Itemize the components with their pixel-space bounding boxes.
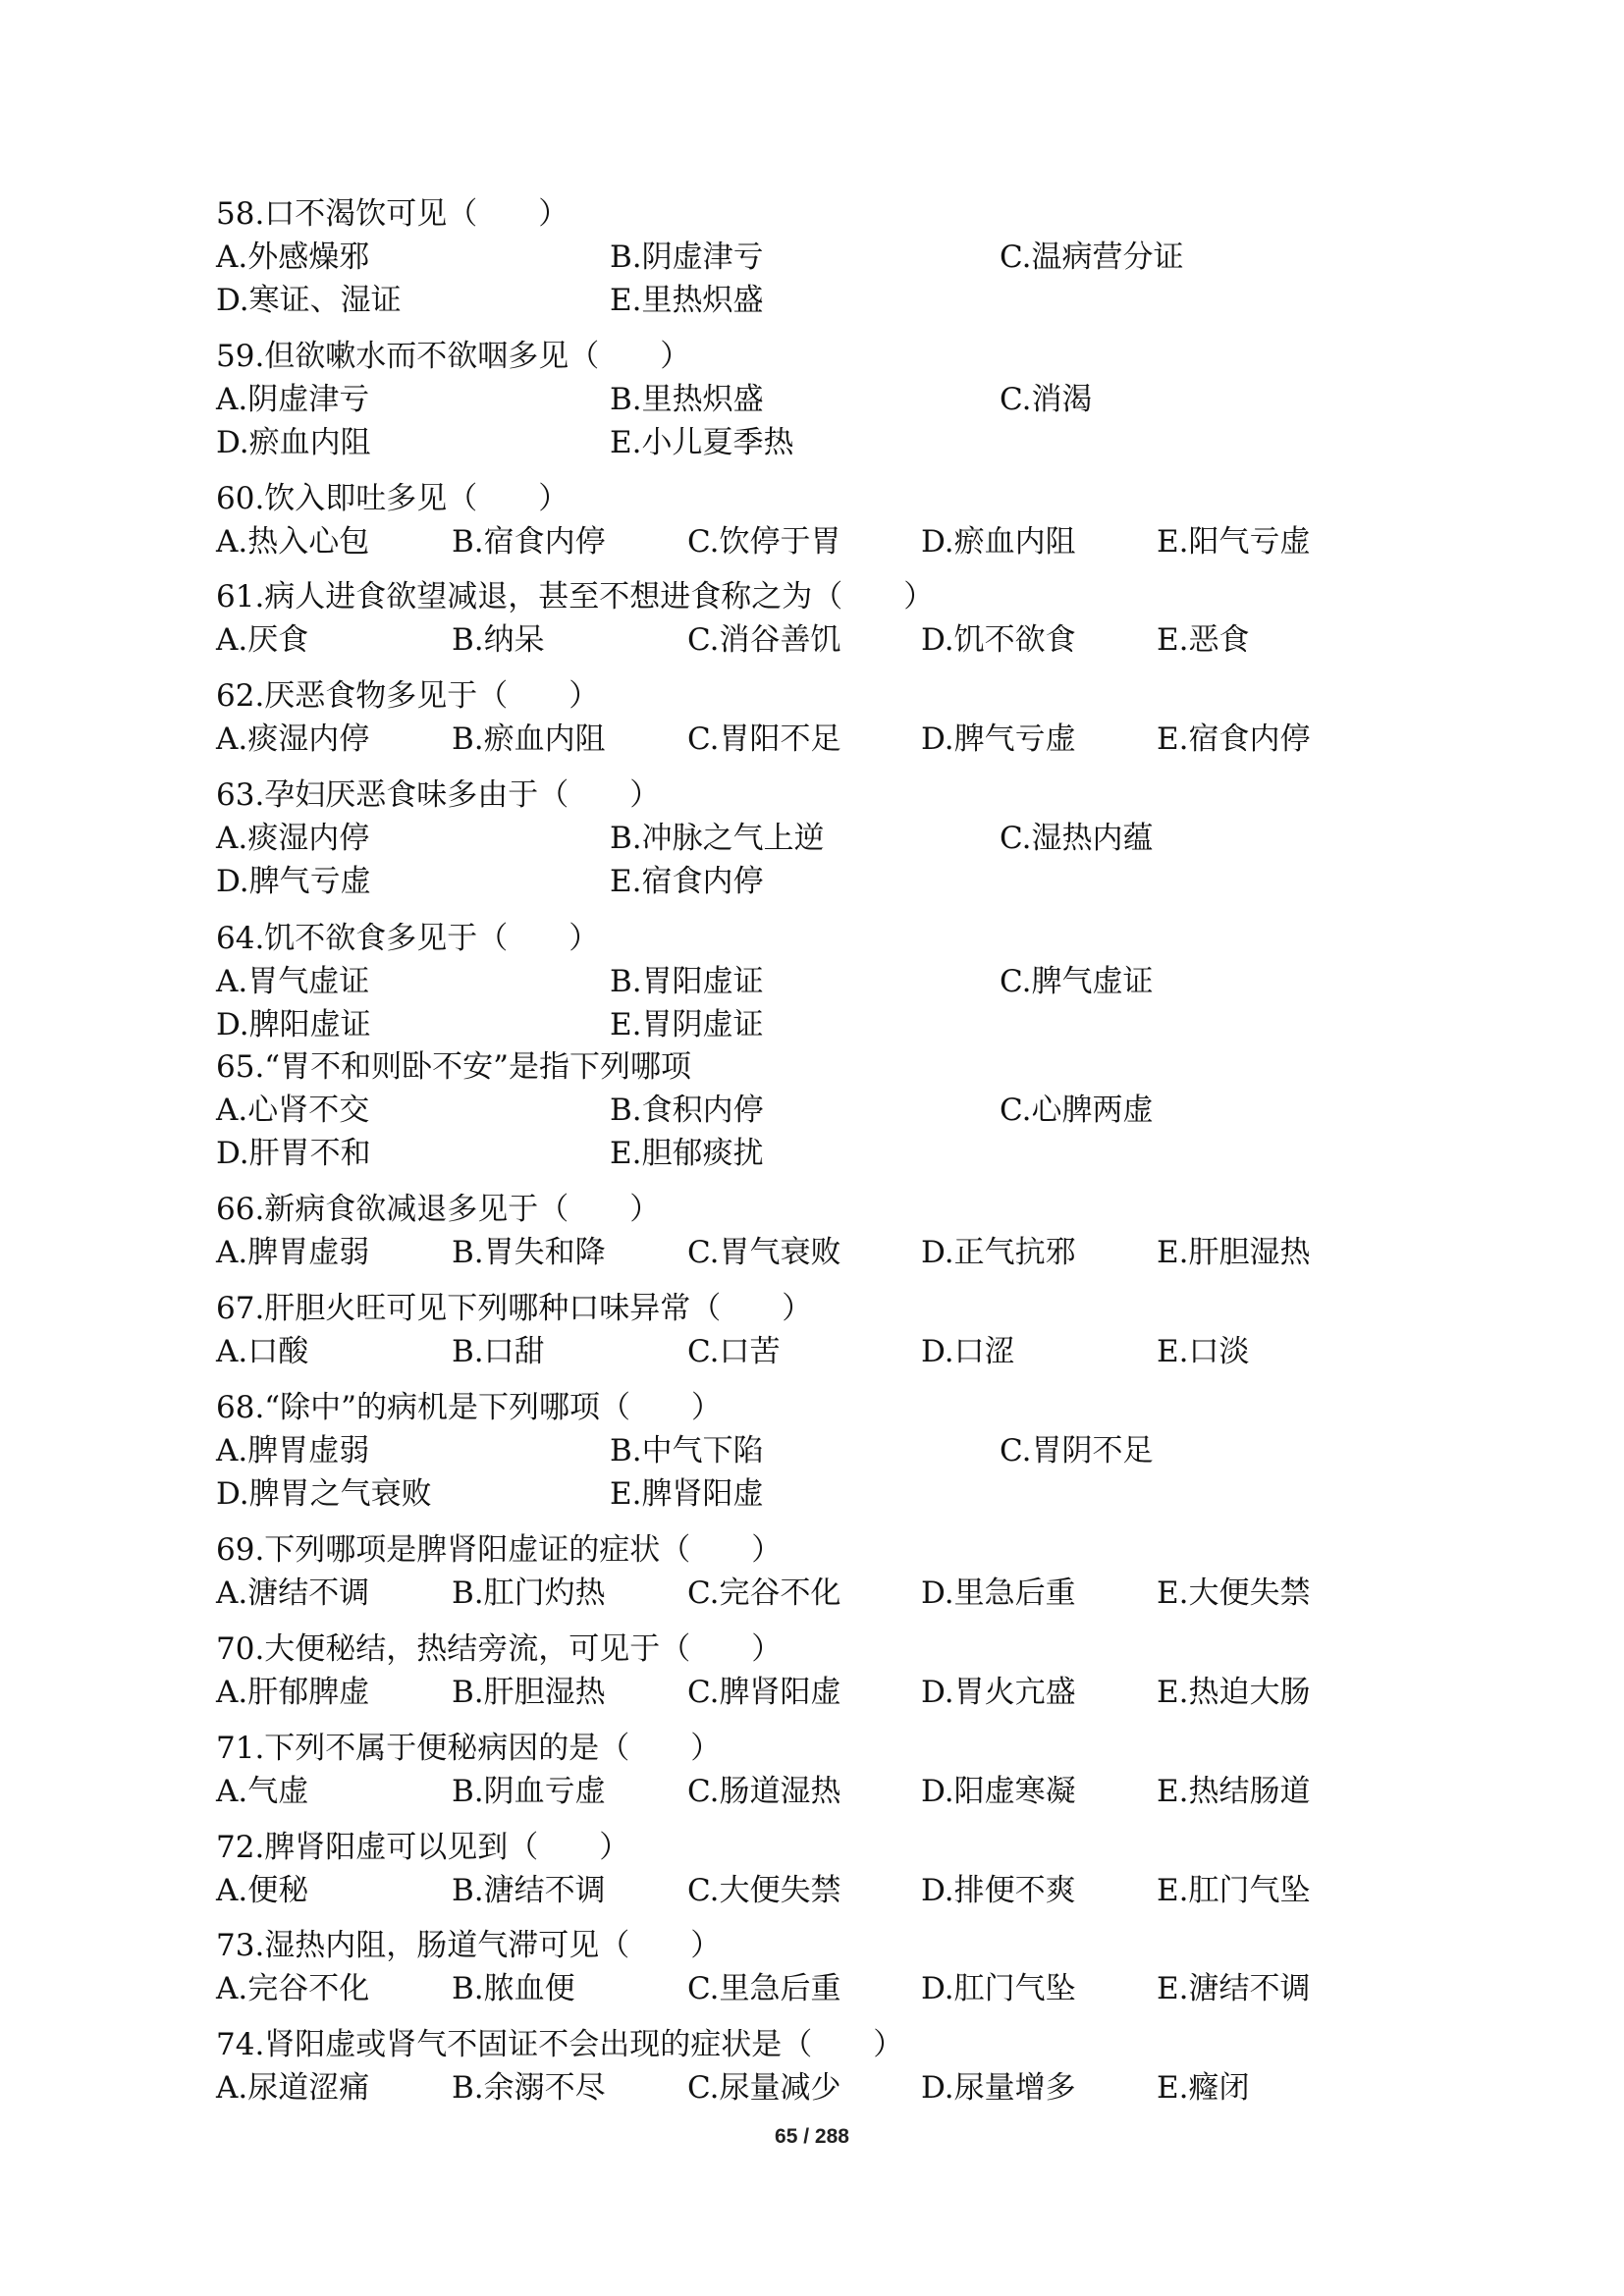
answer-option: E.宿食内停 (610, 864, 764, 899)
answer-option: E.恶食 (1157, 622, 1250, 658)
answer-option: D.脾气亏虚 (216, 864, 371, 899)
answer-option: C.大便失禁 (687, 1873, 841, 1908)
answer-option: A.脾胃虚弱 (216, 1433, 370, 1468)
answer-option: E.胆郁痰扰 (610, 1136, 764, 1171)
page-number: 65 / 288 (775, 2125, 849, 2148)
question-stem: 66.新病食欲减退多见于（ ） (216, 1192, 661, 1227)
question-stem: 71.下列不属于便秘病因的是（ ） (216, 1731, 722, 1766)
answer-option: B.脓血便 (452, 1971, 575, 2006)
answer-option: A.厌食 (216, 622, 309, 658)
answer-option: E.口淡 (1157, 1334, 1250, 1369)
answer-option: A.外感燥邪 (216, 240, 370, 275)
answer-option: D.阳虚寒凝 (921, 1774, 1076, 1809)
answer-option: C.口苦 (687, 1334, 781, 1369)
answer-option: B.肛门灼热 (452, 1575, 606, 1611)
question-stem: 69.下列哪项是脾肾阳虚证的症状（ ） (216, 1532, 783, 1568)
answer-option: C.尿量减少 (687, 2070, 841, 2106)
answer-option: B.口甜 (452, 1334, 545, 1369)
question-stem: 64.饥不欲食多见于（ ） (216, 921, 600, 956)
answer-option: A.阴虚津亏 (216, 382, 370, 417)
answer-option: A.胃气虚证 (216, 964, 370, 999)
answer-option: D.口涩 (921, 1334, 1015, 1369)
answer-option: B.余溺不尽 (452, 2070, 606, 2106)
answer-option: D.饥不欲食 (921, 622, 1076, 658)
answer-option: E.阳气亏虚 (1157, 524, 1311, 560)
answer-option: D.瘀血内阻 (216, 425, 371, 460)
question-stem: 62.厌恶食物多见于（ ） (216, 678, 600, 714)
question-stem: 74.肾阳虚或肾气不固证不会出现的症状是（ ） (216, 2027, 904, 2062)
answer-option: B.瘀血内阻 (452, 721, 606, 757)
answer-option: D.寒证、湿证 (216, 283, 402, 318)
answer-option: B.里热炽盛 (610, 382, 764, 417)
answer-option: E.肛门气坠 (1157, 1873, 1311, 1908)
answer-option: E.肝胆湿热 (1157, 1235, 1311, 1270)
question-stem: 70.大便秘结，热结旁流，可见于（ ） (216, 1631, 783, 1667)
question-stem: 67.肝胆火旺可见下列哪种口味异常（ ） (216, 1291, 813, 1326)
answer-option: B.食积内停 (610, 1093, 764, 1128)
answer-option: D.肝胃不和 (216, 1136, 371, 1171)
answer-option: D.瘀血内阻 (921, 524, 1076, 560)
answer-option: A.痰湿内停 (216, 821, 370, 856)
answer-option: E.癃闭 (1157, 2070, 1250, 2106)
answer-option: A.心肾不交 (216, 1093, 370, 1128)
question-stem: 59.但欲嗽水而不欲咽多见（ ） (216, 339, 691, 374)
answer-option: B.纳呆 (452, 622, 545, 658)
answer-option: C.脾肾阳虚 (687, 1675, 841, 1710)
answer-option: C.心脾两虚 (1000, 1093, 1154, 1128)
question-stem: 58.口不渴饮可见（ ） (216, 196, 569, 232)
question-stem: 65.“胃不和则卧不安”是指下列哪项 (216, 1049, 691, 1085)
answer-option: A.气虚 (216, 1774, 309, 1809)
answer-option: A.热入心包 (216, 524, 370, 560)
answer-option: D.胃火亢盛 (921, 1675, 1076, 1710)
answer-option: B.冲脉之气上逆 (610, 821, 825, 856)
question-stem: 60.饮入即吐多见（ ） (216, 481, 569, 516)
answer-option: D.脾胃之气衰败 (216, 1476, 432, 1512)
question-stem: 63.孕妇厌恶食味多由于（ ） (216, 777, 661, 813)
answer-option: A.脾胃虚弱 (216, 1235, 370, 1270)
answer-option: A.完谷不化 (216, 1971, 370, 2006)
answer-option: B.胃阳虚证 (610, 964, 764, 999)
answer-option: E.热结肠道 (1157, 1774, 1311, 1809)
answer-option: D.脾气亏虚 (921, 721, 1076, 757)
answer-option: C.里急后重 (687, 1971, 841, 2006)
question-stem: 72.脾肾阳虚可以见到（ ） (216, 1830, 630, 1865)
answer-option: C.肠道湿热 (687, 1774, 841, 1809)
answer-option: E.小儿夏季热 (610, 425, 794, 460)
answer-option: B.溏结不调 (452, 1873, 606, 1908)
answer-option: C.温病营分证 (1000, 240, 1184, 275)
answer-option: E.脾肾阳虚 (610, 1476, 764, 1512)
answer-option: B.阴血亏虚 (452, 1774, 606, 1809)
answer-option: A.肝郁脾虚 (216, 1675, 370, 1710)
question-stem: 73.湿热内阻，肠道气滞可见（ ） (216, 1928, 722, 1963)
answer-option: B.胃失和降 (452, 1235, 606, 1270)
answer-option: E.溏结不调 (1157, 1971, 1311, 2006)
answer-option: D.排便不爽 (921, 1873, 1076, 1908)
answer-option: B.阴虚津亏 (610, 240, 764, 275)
answer-option: D.脾阳虚证 (216, 1007, 371, 1042)
answer-option: E.大便失禁 (1157, 1575, 1311, 1611)
answer-option: E.胃阴虚证 (610, 1007, 764, 1042)
answer-option: C.胃阴不足 (1000, 1433, 1154, 1468)
answer-option: B.中气下陷 (610, 1433, 764, 1468)
answer-option: A.痰湿内停 (216, 721, 370, 757)
answer-option: A.溏结不调 (216, 1575, 370, 1611)
answer-option: C.胃气衰败 (687, 1235, 841, 1270)
answer-option: D.里急后重 (921, 1575, 1076, 1611)
answer-option: B.宿食内停 (452, 524, 606, 560)
answer-option: C.胃阳不足 (687, 721, 841, 757)
answer-option: B.肝胆湿热 (452, 1675, 606, 1710)
question-stem: 61.病人进食欲望减退，甚至不想进食称之为（ ） (216, 579, 935, 614)
answer-option: C.饮停于胃 (687, 524, 841, 560)
answer-option: E.宿食内停 (1157, 721, 1311, 757)
answer-option: D.正气抗邪 (921, 1235, 1076, 1270)
answer-option: C.完谷不化 (687, 1575, 841, 1611)
answer-option: C.消谷善饥 (687, 622, 841, 658)
answer-option: D.尿量增多 (921, 2070, 1076, 2106)
answer-option: C.消渴 (1000, 382, 1093, 417)
answer-option: E.热迫大肠 (1157, 1675, 1311, 1710)
answer-option: E.里热炽盛 (610, 283, 764, 318)
answer-option: D.肛门气坠 (921, 1971, 1076, 2006)
answer-option: C.湿热内蕴 (1000, 821, 1154, 856)
answer-option: A.口酸 (216, 1334, 309, 1369)
answer-option: A.尿道涩痛 (216, 2070, 370, 2106)
answer-option: C.脾气虚证 (1000, 964, 1154, 999)
question-stem: 68.“除中”的病机是下列哪项（ ） (216, 1390, 722, 1425)
answer-option: A.便秘 (216, 1873, 309, 1908)
